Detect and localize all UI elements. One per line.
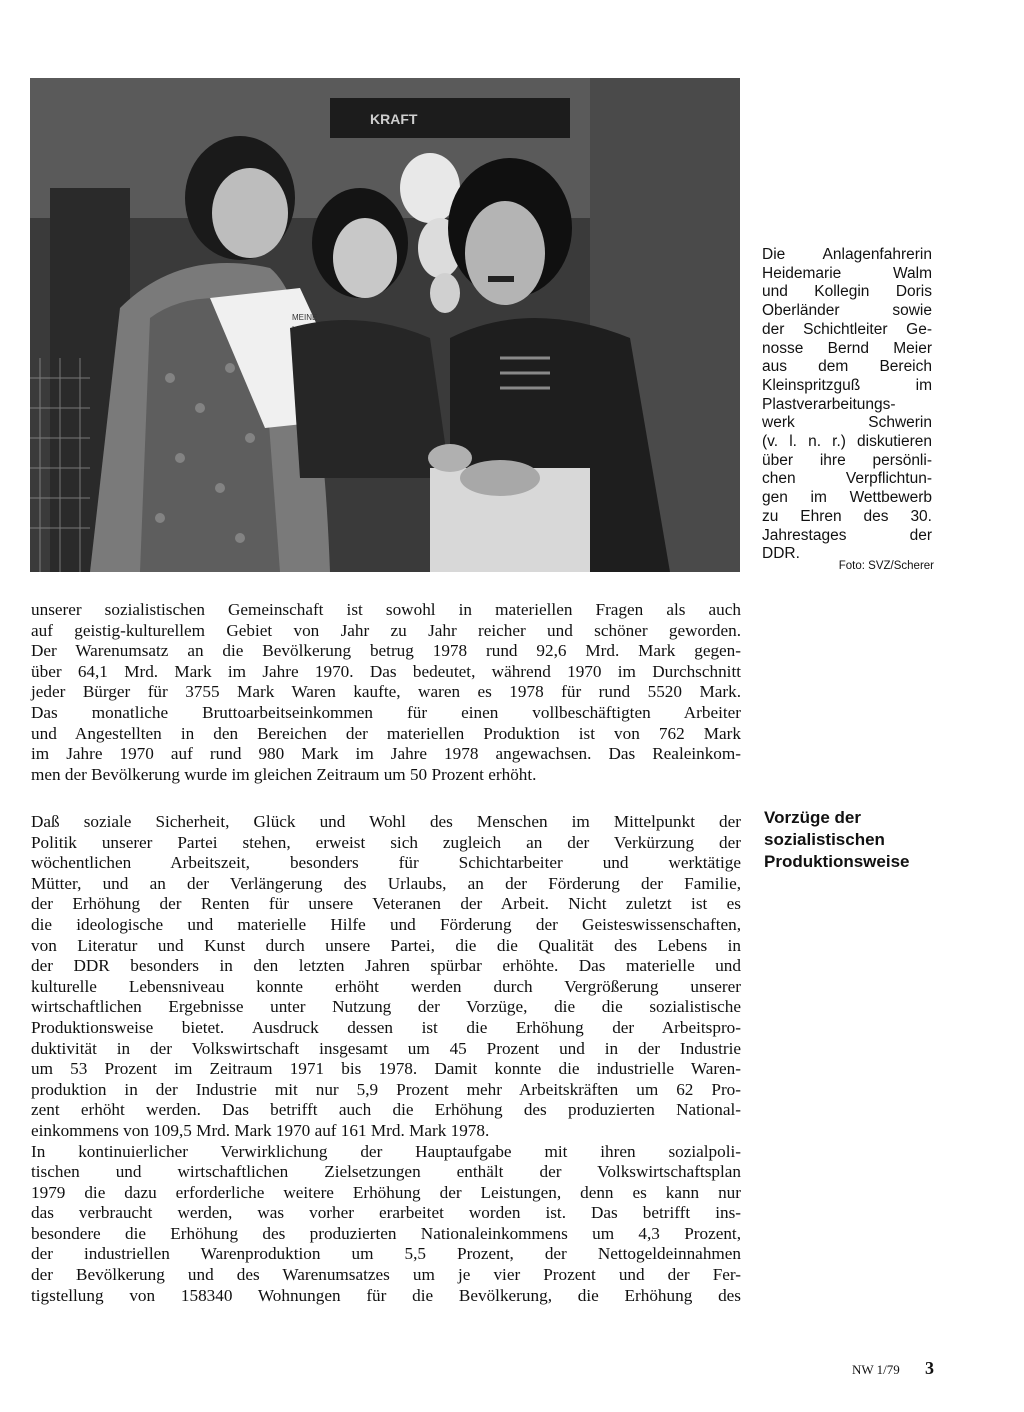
text-line: tigstellung von 158340 Wohnungen für die Bevölkerung, die Erhöhung des: [31, 1285, 741, 1305]
text-line: das verbraucht werden, was vorher erarbeitet worden ist. Das betrifft ins-: [31, 1203, 741, 1223]
text-line: wirtschaftlichen Ergebnisse unter Nutzung der Vorzüge, die die sozialistische: [31, 997, 741, 1017]
text-line: Daß soziale Sicherheit, Glück und Wohl des Menschen im Mittelpunkt der: [31, 812, 741, 831]
text-line: Das monatliche Bruttoarbeitseinkommen für einen vollbeschäftigten Arbeiter: [31, 702, 741, 722]
booklet-text-1: MEINE: [292, 313, 318, 322]
page-number: 3: [925, 1358, 934, 1378]
side-heading-line: sozialistischen: [764, 830, 885, 849]
paragraph-1: [31, 600, 741, 785]
text-line: Mütter, und an der Verlängerung des Urlaubs, an der Förderung der Familie,: [31, 873, 741, 893]
caption-line: über ihre persönli-: [762, 451, 932, 469]
photo-poster-text: KRAFT: [370, 111, 418, 127]
caption-line: chen Verpflichtun-: [762, 470, 932, 488]
caption-line: werk Schwerin: [762, 414, 932, 432]
text-line: und Angestellten in den Bereichen der materiellen Produktion ist von 762 Mark: [31, 723, 741, 743]
caption-line: nosse Bernd Meier: [762, 339, 932, 357]
text-line: die ideologische und materielle Hilfe und Förderung der Geisteswissenschaften,: [31, 914, 741, 934]
text-line: In kontinuierlicher Verwirklichung der Hauptaufgabe mit ihren sozialpoli-: [31, 1141, 741, 1161]
photo-illustration: [30, 78, 740, 572]
text-line: der DDR besonders in den letzten Jahren spürbar erhöhte. Das materielle und: [31, 956, 741, 976]
text-line: duktivität in der Volkswirtschaft insgesamt um 45 Prozent und in der Industrie: [31, 1038, 741, 1058]
caption-line: Jahrestages der: [762, 526, 932, 544]
caption-line: gen im Wettbewerb: [762, 489, 932, 507]
text-line: men der Bevölkerung wurde im gleichen Zeitraum um 50 Prozent erhöht.: [31, 764, 537, 784]
text-line: jeder Bürger für 3755 Mark Waren kaufte, waren es 1978 für rund 5520 Mark.: [31, 682, 741, 702]
text-line: produktion in der Industrie mit nur 5,9 Prozent mehr Arbeitskräften um 62 Pro-: [31, 1079, 741, 1099]
text-line: über 64,1 Mrd. Mark im Jahre 1970. Das bedeutet, während 1970 im Durchschnitt: [31, 661, 741, 681]
photo-credit: Foto: SVZ/Scherer: [838, 560, 934, 572]
paragraph-2: [31, 812, 741, 1306]
side-heading-line: Produktionsweise: [764, 852, 910, 871]
caption-line: DDR.: [762, 545, 800, 563]
caption-line: aus dem Bereich: [762, 358, 932, 376]
text-line: zent erhöht werden. Das betrifft auch die Erhöhung des produzierten National-: [31, 1100, 741, 1120]
text-line: unserer sozialistischen Gemeinschaft ist sowohl in materiellen Fragen als auch: [31, 600, 741, 619]
text-line: kulturelle Lebensniveau konnte erhöht werden durch Vergrößerung unserer: [31, 976, 741, 996]
text-line: Produktionsweise bietet. Ausdruck dessen ist die Erhöhung der Arbeitspro-: [31, 1017, 741, 1037]
text-line: der Bevölkerung und des Warenumsatzes um je vier Prozent und der Fer-: [31, 1265, 741, 1285]
caption-line: zu Ehren des 30.: [762, 507, 932, 525]
caption-line: Plastverarbeitungs-: [762, 395, 896, 413]
text-line: auf geistig-kulturellem Gebiet von Jahr zu Jahr reicher und schöner geworden.: [31, 620, 741, 640]
text-line: der Erhöhung der Renten für unsere Veteranen der Arbeit. Nicht zuletzt ist es: [31, 894, 741, 914]
article-photo: [30, 78, 740, 572]
text-line: um 53 Prozent im Zeitraum 1971 bis 1978. Damit konnte die industrielle Waren-: [31, 1059, 741, 1079]
issue-reference: NW 1/79: [852, 1362, 900, 1377]
photo-caption: [762, 246, 932, 564]
caption-line: (v. l. n. r.) diskutieren: [762, 433, 932, 451]
text-line: Politik unserer Partei stehen, erweist sich zugleich an der Verkürzung der: [31, 832, 741, 852]
caption-line: Oberländer sowie: [762, 302, 932, 320]
text-line: von Literatur und Kunst durch unsere Partei, die die Qualität des Lebens in: [31, 935, 741, 955]
caption-line: der Schichtleiter Ge-: [762, 320, 932, 338]
text-line: Der Warenumsatz an die Bevölkerung betrug 1978 rund 92,6 Mrd. Mark gegen-: [31, 641, 741, 661]
text-line: 1979 die dazu erforderliche weitere Erhöhung der Leistungen, denn es kann nur: [31, 1182, 741, 1202]
caption-line: Kleinspritzguß im: [762, 376, 932, 394]
text-line: wöchentlichen Arbeitszeit, besonders für Schichtarbeiter und werktätige: [31, 853, 741, 873]
side-heading: [764, 807, 944, 873]
caption-line: und Kollegin Doris: [762, 283, 932, 301]
text-line: im Jahre 1970 auf rund 980 Mark im Jahre 1978 angewachsen. Das Realeinkom-: [31, 744, 741, 764]
text-line: besondere die Erhöhung des produzierten Nationaleinkommens um 4,3 Prozent,: [31, 1223, 741, 1243]
text-line: einkommens von 109,5 Mrd. Mark 1970 auf 161 Mrd. Mark 1978.: [31, 1120, 490, 1140]
caption-line: Heidemarie Walm: [762, 264, 932, 282]
text-line: tischen und wirtschaftlichen Zielsetzungen enthält der Volkswirtschaftsplan: [31, 1162, 741, 1182]
side-heading-line: Vorzüge der: [764, 808, 861, 827]
caption-line: Die Anlagenfahrerin: [762, 246, 932, 263]
text-line: der industriellen Warenproduktion um 5,5 Prozent, der Nettogeldeinnahmen: [31, 1244, 741, 1264]
